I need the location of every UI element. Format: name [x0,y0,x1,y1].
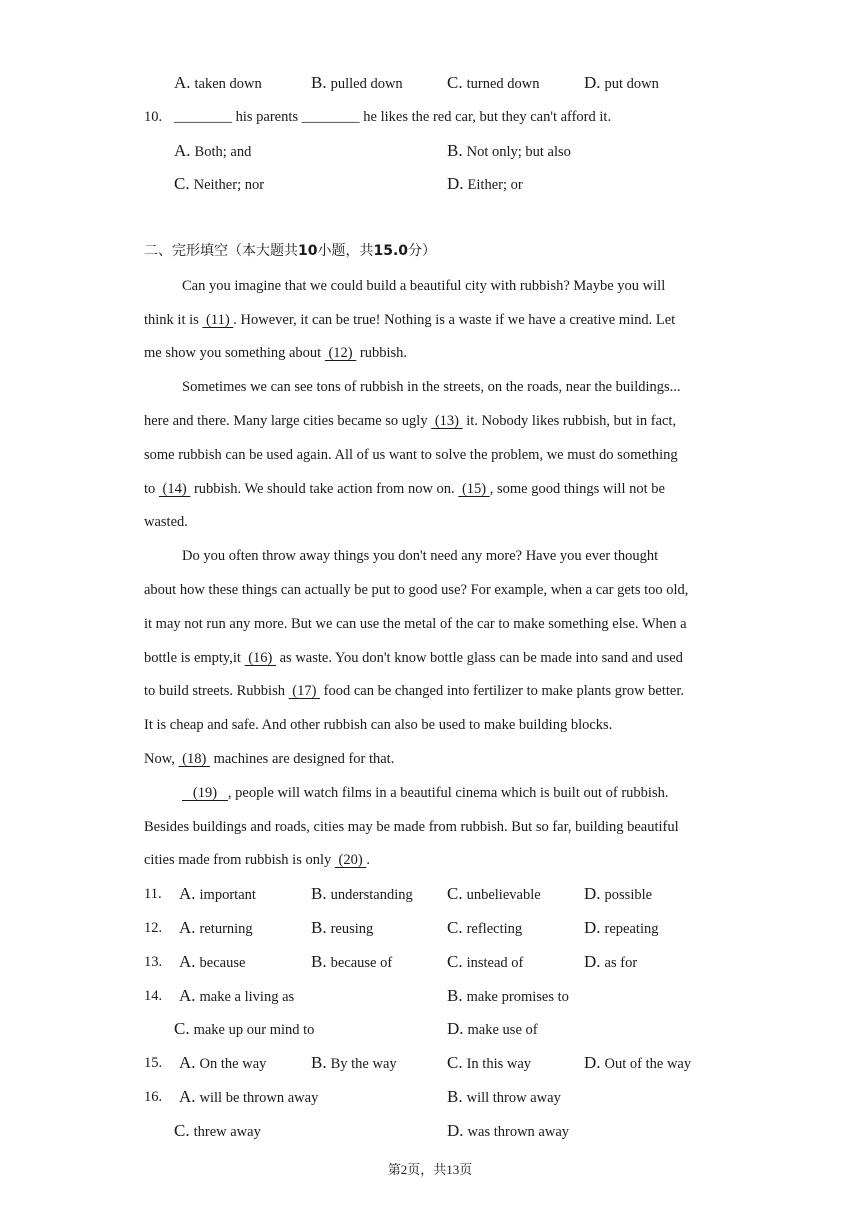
page-footer: 第2页，共13页 [387,1162,473,1177]
q15-option-c: C. In this way [447,1053,532,1072]
q10-stem: ________ his parents ________ he likes the red car, but they can't afford it. [174,109,612,125]
q10-number: 10. [144,109,163,125]
q11-option-d: D. possible [584,884,653,903]
passage-line: it may not run any more. But we can use the metal of the car to make something else. When a [144,616,687,632]
q14-option-d: D. make use of [447,1019,538,1038]
section-heading: 二、完形填空（本大题共10小题，共15.0分） [144,243,437,259]
q13-option-b: B. because of [311,952,393,971]
q9-option-c: C. turned down [447,73,540,92]
passage-line: Besides buildings and roads, cities may be made from rubbish. But so far, building beautiful [144,819,679,835]
q14-number: 14. [144,988,163,1004]
passage-line: (19) , people will watch films in a beautiful cinema which is built out of rubbish. [182,785,669,801]
blank-20: (20) [334,852,367,868]
blank-15: (15) [458,481,490,497]
q13-option-a: A. because [179,952,246,971]
q16-number: 16. [144,1089,163,1105]
q11-option-b: B. understanding [311,884,413,903]
blank-17: (17) [288,683,321,699]
passage-line: Sometimes we can see tons of rubbish in the streets, on the roads, near the buildings... [182,379,681,395]
blank-14: (14) [158,481,191,497]
q11-option-a: A. important [179,884,256,903]
q16-option-b: B. will throw away [447,1087,561,1106]
passage-line: Now, (18) machines are designed for that. [144,751,395,767]
q16-option-c: C. threw away [174,1121,261,1140]
blank-16: (16) [244,650,276,666]
passage-line: cities made from rubbish is only (20) . [144,852,370,868]
q10-option-a: A. Both; and [174,141,252,160]
q15-option-b: B. By the way [311,1053,397,1072]
blank-18: (18) [178,751,210,767]
blank-11: (11) [202,312,234,328]
passage-line: some rubbish can be used again. All of us want to solve the problem, we must do something [144,447,678,463]
passage-line: about how these things can actually be put to good use? For example, when a car gets too old, [144,582,689,598]
q10-option-c: C. Neither; nor [174,174,265,193]
q14-option-a: A. make a living as [179,986,295,1005]
q15-number: 15. [144,1055,163,1071]
q12-option-c: C. reflecting [447,918,523,937]
passage-line: to (14) rubbish. We should take action from now on. (15) , some good things will not be [144,481,665,497]
blank-12: (12) [324,345,357,361]
q11-number: 11. [144,886,162,902]
q10-option-d: D. Either; or [447,174,523,193]
passage-line: me show you something about (12) rubbish. [144,345,408,361]
q9-option-d: D. put down [584,73,659,92]
q9-option-b: B. pulled down [311,73,403,92]
q14-option-b: B. make promises to [447,986,569,1005]
q16-option-a: A. will be thrown away [179,1087,319,1106]
q12-number: 12. [144,920,163,936]
passage-line: think it is (11) . However, it can be true! Nothing is a waste if we have a creative mind. Let [144,312,676,328]
q11-option-c: C. unbelievable [447,884,541,903]
passage-line: Can you imagine that we could build a beautiful city with rubbish? Maybe you will [182,278,666,294]
q16-option-d: D. was thrown away [447,1121,570,1140]
blank-19: (19) [182,785,228,801]
q13-number: 13. [144,954,163,970]
q9-option-a: A. taken down [174,73,262,92]
q12-option-d: D. repeating [584,918,659,937]
passage-line: wasted. [144,514,188,530]
q12-option-b: B. reusing [311,918,374,937]
passage-line: to build streets. Rubbish (17) food can be changed into fertilizer to make plants grow better. [144,683,685,699]
q13-option-d: D. as for [584,952,638,971]
passage-line: bottle is empty,it (16) as waste. You don't know bottle glass can be made into sand and used [144,650,683,666]
passage-line: It is cheap and safe. And other rubbish can also be used to make building blocks. [144,717,613,733]
passage-line: Do you often throw away things you don't need any more? Have you ever thought [182,548,659,564]
q13-option-c: C. instead of [447,952,524,971]
q12-option-a: A. returning [179,918,253,937]
passage-line: here and there. Many large cities became so ugly (13) it. Nobody likes rubbish, but in fact, [144,413,677,429]
blank-13: (13) [431,413,463,429]
q15-option-a: A. On the way [179,1053,267,1072]
q14-option-c: C. make up our mind to [174,1019,315,1038]
q15-option-d: D. Out of the way [584,1053,692,1072]
q10-option-b: B. Not only; but also [447,141,571,160]
